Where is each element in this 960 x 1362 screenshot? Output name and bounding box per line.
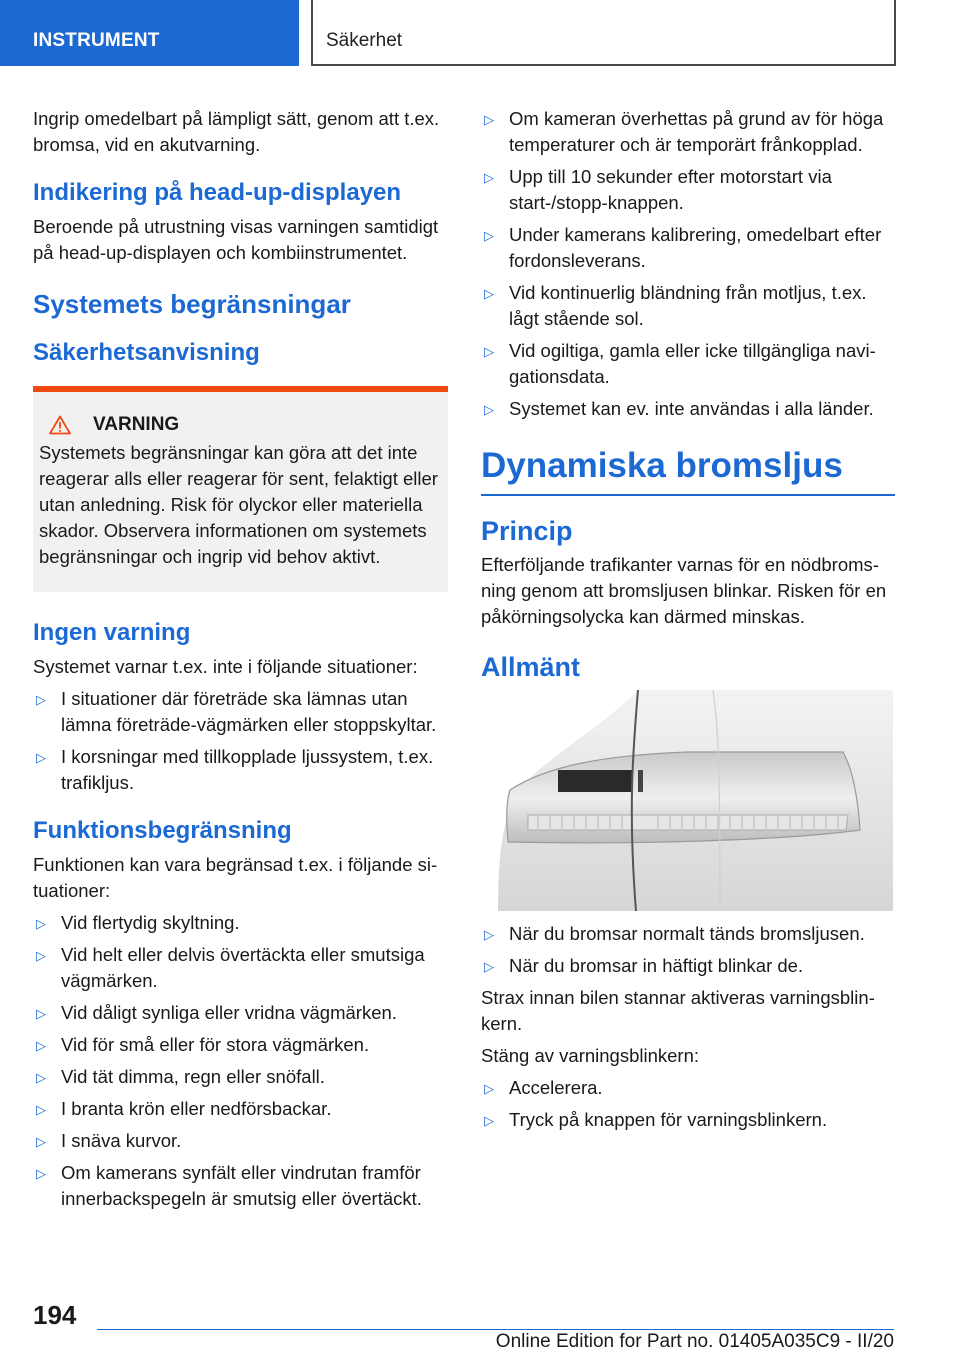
list-item: ▷ Accelerera. bbox=[481, 1075, 895, 1101]
triangle-right-outline-icon: ▷ bbox=[36, 750, 46, 765]
triangle-right-outline-icon: ▷ bbox=[36, 692, 46, 707]
triangle-right-outline-icon: ▷ bbox=[484, 959, 494, 974]
list-item: ▷ Vid kontinuerlig bländning från motljus, t.ex. lågt stående sol. bbox=[484, 282, 867, 329]
function-heading: Funktionsbegränsning bbox=[33, 817, 292, 844]
triangle-right-outline-icon: ▷ bbox=[36, 1070, 46, 1085]
triangle-right-outline-icon: ▷ bbox=[36, 1006, 46, 1021]
hud-heading: Indikering på head-up-displayen bbox=[33, 179, 402, 206]
footer-edition: Online Edition for Part no. 01405A035C9 - II/20 bbox=[495, 1331, 894, 1352]
chapter-label: INSTRUMENT bbox=[33, 30, 160, 51]
warning-header bbox=[49, 414, 442, 436]
triangle-right-outline-icon: ▷ bbox=[36, 948, 46, 963]
list-item: ▷ Under kamerans kalibrering, omedelbart efter fordonsleverans. bbox=[484, 224, 882, 271]
general-list bbox=[481, 921, 895, 979]
warning-triangle-icon bbox=[49, 415, 71, 435]
triangle-right-outline-icon: ▷ bbox=[36, 1038, 46, 1053]
footer-divider bbox=[97, 1329, 894, 1330]
triangle-right-outline-icon: ▷ bbox=[484, 1081, 494, 1096]
tail-light-illustration bbox=[488, 690, 893, 911]
list-item: ▷ Systemet kan ev. inte användas i alla länder. bbox=[481, 396, 895, 422]
chapter-heading: Dynamiska bromsljus bbox=[481, 444, 895, 496]
list-item: ▷ I branta krön eller nedförsbackar. bbox=[33, 1096, 448, 1122]
hazard-off-list bbox=[481, 1075, 895, 1133]
no-warning-heading: Ingen varning bbox=[33, 619, 191, 646]
list-item: ▷ I situationer där företräde ska lämnas utan lämna företräde-vägmärken eller stoppskyltar. bbox=[36, 688, 437, 735]
no-warning-paragraph: Systemet varnar t.ex. inte i följande situationer: bbox=[33, 656, 418, 677]
hazard-off-paragraph: Stäng av varningsblinkern: bbox=[481, 1045, 700, 1066]
warning-text: Systemets begränsningar kan göra att det inte reagerar alls eller reagerar för sent, felaktigt eller utan anledning. Risk för olyckor eller materiella skador. Observera informationen om systemets begränsningar och ingrip vid behov aktivt. bbox=[39, 442, 438, 567]
warning-box bbox=[33, 386, 448, 592]
triangle-right-outline-icon: ▷ bbox=[484, 402, 494, 417]
limits-heading: Systemets begränsningar bbox=[33, 289, 351, 319]
list-item: ▷ Vid för små eller för stora vägmärken. bbox=[33, 1032, 448, 1058]
list-item: ▷ När du bromsar normalt tänds bromsljusen. bbox=[481, 921, 895, 947]
general-heading: Allmänt bbox=[481, 652, 581, 682]
principle-heading: Princip bbox=[481, 516, 573, 546]
triangle-right-outline-icon: ▷ bbox=[484, 344, 494, 359]
triangle-right-outline-icon: ▷ bbox=[36, 1166, 46, 1181]
list-item: ▷ Om kamerans synfält eller vindrutan framför innerbackspegeln är smutsig eller övertäckt. bbox=[36, 1162, 422, 1209]
list-item: ▷ I korsningar med tillkopplade ljussystem, t.ex. trafikljus. bbox=[36, 746, 434, 793]
triangle-right-outline-icon: ▷ bbox=[484, 228, 494, 243]
list-item: ▷ Om kameran överhettas på grund av för höga temperaturer och är temporärt frånkopplad. bbox=[484, 108, 884, 155]
list-item: ▷ I snäva kurvor. bbox=[33, 1128, 448, 1154]
triangle-right-outline-icon: ▷ bbox=[484, 1113, 494, 1128]
continued-list bbox=[481, 106, 895, 422]
triangle-right-outline-icon: ▷ bbox=[36, 1134, 46, 1149]
list-item: ▷ Vid flertydig skyltning. bbox=[33, 910, 448, 936]
function-list bbox=[33, 910, 448, 1212]
triangle-right-outline-icon: ▷ bbox=[484, 286, 494, 301]
right-column bbox=[481, 106, 895, 1139]
hazard-paragraph: Strax innan bilen stannar aktiveras varningsblinkern. bbox=[481, 987, 875, 1034]
triangle-right-outline-icon: ▷ bbox=[36, 916, 46, 931]
triangle-right-outline-icon: ▷ bbox=[484, 112, 494, 127]
warning-label: VARNING bbox=[93, 414, 180, 435]
section-header bbox=[311, 0, 896, 66]
page-number: 194 bbox=[33, 1300, 77, 1330]
left-column bbox=[33, 106, 448, 1218]
list-item: ▷ Vid tät dimma, regn eller snöfall. bbox=[33, 1064, 448, 1090]
triangle-right-outline-icon: ▷ bbox=[484, 170, 494, 185]
no-warning-list bbox=[33, 686, 448, 796]
list-item: ▷ Upp till 10 sekunder efter motorstart via start-/stopp-knappen. bbox=[484, 166, 832, 213]
safety-heading: Säkerhetsanvisning bbox=[33, 339, 260, 366]
principle-paragraph: Efterföljande trafikanter varnas för en nödbromsning genom att bromsljusen blinkar. Risken för en påkörningsolycka kan därmed minskas. bbox=[481, 554, 887, 627]
list-item: ▷ Vid dåligt synliga eller vridna vägmärken. bbox=[33, 1000, 448, 1026]
hud-paragraph: Beroende på utrustning visas varningen samtidigt på head-up-displayen och kombiinstrumentet. bbox=[33, 216, 439, 263]
list-item: ▷ Vid helt eller delvis övertäckta eller smutsiga vägmärken. bbox=[36, 944, 425, 991]
list-item: ▷ Tryck på knappen för varningsblinkern. bbox=[481, 1107, 895, 1133]
triangle-right-outline-icon: ▷ bbox=[36, 1102, 46, 1117]
list-item: ▷ När du bromsar in häftigt blinkar de. bbox=[481, 953, 895, 979]
section-label: Säkerhet bbox=[326, 30, 403, 51]
intro-paragraph: Ingrip omedelbart på lämpligt sätt, genom att t.ex. bromsa, vid en akutvarning. bbox=[33, 108, 440, 155]
function-paragraph: Funktionen kan vara begränsad t.ex. i följande situationer: bbox=[33, 854, 438, 901]
list-item: ▷ Vid ogiltiga, gamla eller icke tillgängliga navigationsdata. bbox=[484, 340, 876, 387]
triangle-right-outline-icon: ▷ bbox=[484, 927, 494, 942]
chapter-tab bbox=[0, 0, 299, 66]
